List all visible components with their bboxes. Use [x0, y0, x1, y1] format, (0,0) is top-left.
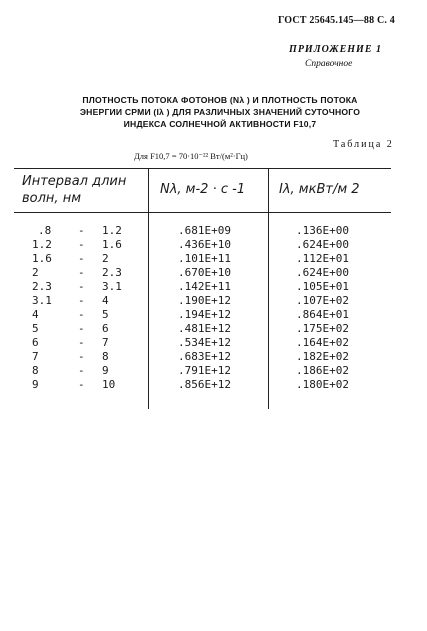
interval-to: 9 [102, 364, 109, 377]
energy-flux-value: .180E+02 [296, 378, 349, 391]
table-row [0, 252, 427, 267]
interval-to: 6 [102, 322, 109, 335]
energy-flux-value: .182E+02 [296, 350, 349, 363]
appendix-subtitle: Справочное [305, 59, 353, 69]
interval-dash: - [78, 294, 85, 307]
title-line: ПЛОТНОСТЬ ПОТОКА ФОТОНОВ (Nλ ) И ПЛОТНОСТЬ ПОТОКА [82, 95, 358, 105]
interval-dash: - [78, 322, 85, 335]
title-line: ИНДЕКСА СОЛНЕЧНОЙ АКТИВНОСТИ F10,7 [123, 119, 317, 129]
interval-from: 8 [32, 364, 39, 377]
column-header-energy-flux: Iλ, мкВт/м 2 [279, 182, 360, 197]
photon-flux-value: .534E+12 [178, 336, 231, 349]
interval-from: 2 [32, 266, 39, 279]
energy-flux-value: .164E+02 [296, 336, 349, 349]
column-header-photon-flux: Nλ, м-2 · с -1 [160, 182, 246, 197]
table-row [0, 350, 427, 365]
energy-flux-value: .136E+00 [296, 224, 349, 237]
interval-to: 1.2 [102, 224, 122, 237]
interval-dash: - [78, 266, 85, 279]
photon-flux-value: .683E+12 [178, 350, 231, 363]
energy-flux-value: .624E+00 [296, 238, 349, 251]
energy-flux-value: .112E+01 [296, 252, 349, 265]
photon-flux-value: .481E+12 [178, 322, 231, 335]
interval-to: 1.6 [102, 238, 122, 251]
interval-from: 1.6 [32, 252, 52, 265]
interval-from: 4 [32, 308, 39, 321]
interval-from: 2.3 [32, 280, 52, 293]
interval-from: 5 [32, 322, 39, 335]
interval-to: 4 [102, 294, 109, 307]
appendix-title: ПРИЛОЖЕНИЕ 1 [289, 44, 382, 55]
energy-flux-value: .864E+01 [296, 308, 349, 321]
table-row [0, 336, 427, 351]
interval-dash: - [78, 378, 85, 391]
photon-flux-value: .194E+12 [178, 308, 231, 321]
energy-flux-value: .624E+00 [296, 266, 349, 279]
energy-flux-value: .107E+02 [296, 294, 349, 307]
interval-to: 8 [102, 350, 109, 363]
table-row [0, 308, 427, 323]
page-header: ГОСТ 25645.145—88 С. 4 [277, 15, 395, 26]
interval-dash: - [78, 252, 85, 265]
interval-to: 2 [102, 252, 109, 265]
photon-flux-value: .190E+12 [178, 294, 231, 307]
interval-to: 10 [102, 378, 116, 391]
table-row [0, 322, 427, 337]
interval-from: 1.2 [32, 238, 52, 251]
document-title [40, 94, 400, 130]
table-label: Таблица 2 [333, 139, 394, 150]
photon-flux-value: .436E+10 [178, 238, 231, 251]
interval-dash: - [78, 308, 85, 321]
interval-dash: - [78, 350, 85, 363]
interval-to: 7 [102, 336, 109, 349]
interval-to: 3.1 [102, 280, 122, 293]
photon-flux-value: .670E+10 [178, 266, 231, 279]
table-row [0, 238, 427, 253]
photon-flux-value: .791E+12 [178, 364, 231, 377]
interval-dash: - [78, 224, 85, 237]
energy-flux-value: .105E+01 [296, 280, 349, 293]
table-top-rule [14, 168, 391, 169]
table-row [0, 224, 427, 239]
interval-from: 9 [32, 378, 39, 391]
table-row [0, 294, 427, 309]
photon-flux-value: .856E+12 [178, 378, 231, 391]
interval-from: .8 [38, 224, 52, 237]
interval-from: 7 [32, 350, 39, 363]
column-header-interval: Интервал длин волн, нм [22, 174, 127, 206]
photon-flux-value: .681E+09 [178, 224, 231, 237]
interval-to: 2.3 [102, 266, 122, 279]
table-header-rule [14, 212, 391, 213]
energy-flux-value: .186E+02 [296, 364, 349, 377]
table-condition: Для F10,7 = 70·10⁻²² Вт/(м²·Гц) [134, 151, 248, 161]
interval-from: 3.1 [32, 294, 52, 307]
photon-flux-value: .101E+11 [178, 252, 231, 265]
energy-flux-value: .175E+02 [296, 322, 349, 335]
table-row [0, 378, 427, 393]
table-row [0, 280, 427, 295]
interval-dash: - [78, 280, 85, 293]
title-line: ЭНЕРГИИ СРМИ (Iλ ) ДЛЯ РАЗЛИЧНЫХ ЗНАЧЕНИЙ СУТОЧНОГО [79, 107, 361, 117]
interval-to: 5 [102, 308, 109, 321]
interval-dash: - [78, 336, 85, 349]
interval-dash: - [78, 364, 85, 377]
interval-dash: - [78, 238, 85, 251]
table-row [0, 266, 427, 281]
photon-flux-value: .142E+11 [178, 280, 231, 293]
table-row [0, 364, 427, 379]
interval-from: 6 [32, 336, 39, 349]
